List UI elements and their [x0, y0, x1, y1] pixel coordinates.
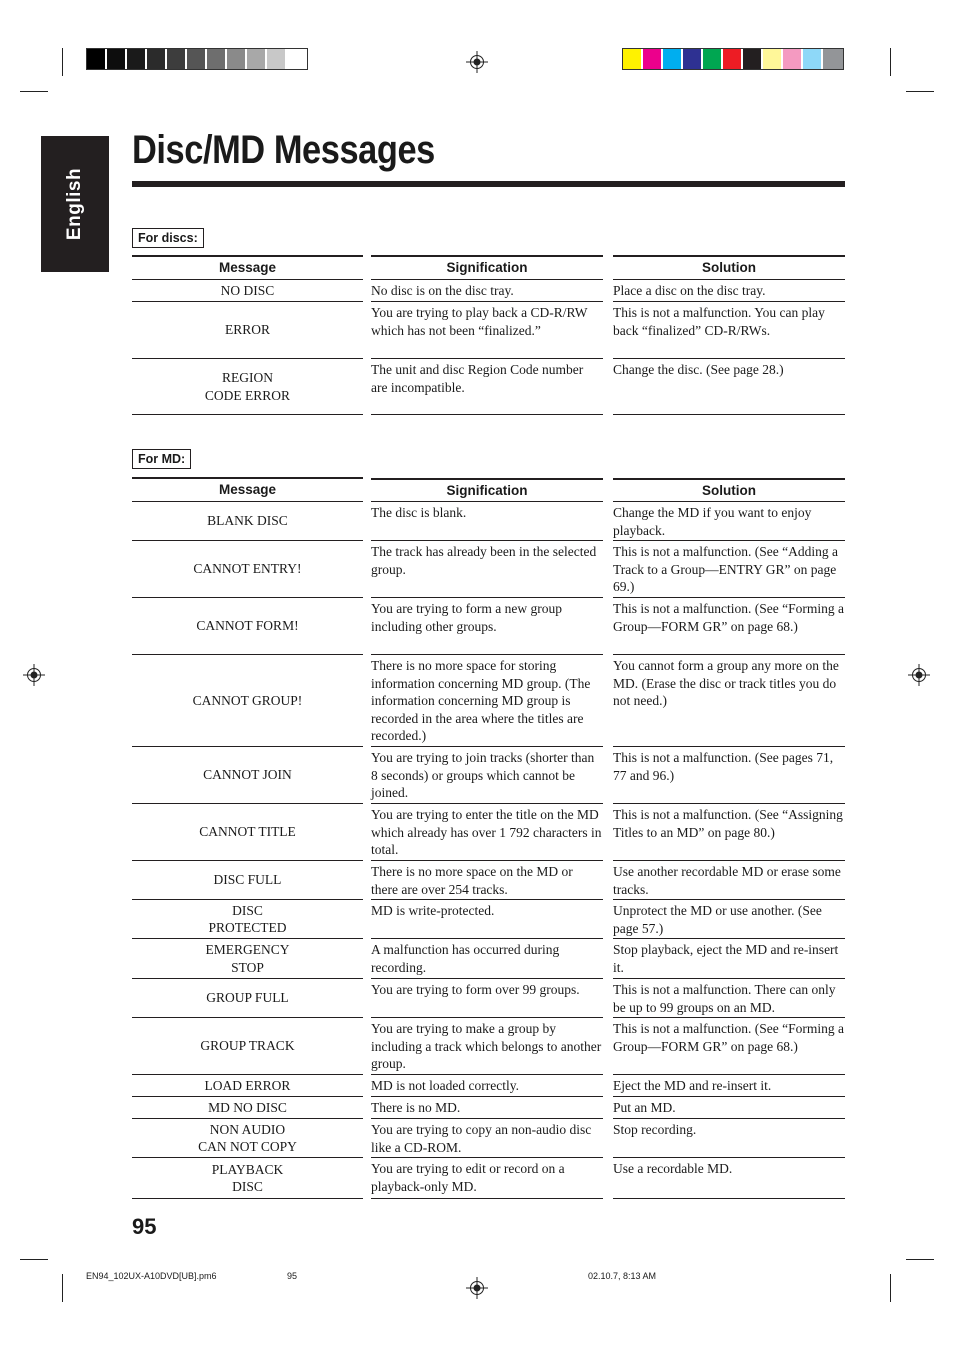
footer-page: 95 — [287, 1271, 298, 1281]
color-swatch — [743, 49, 763, 69]
table-cell: NON AUDIO CAN NOT COPY — [132, 1119, 363, 1158]
table-cell: There is no more space for storing information concerning MD group. (The information concerning MD group is recorded in the area where the titles are recorded.) — [371, 655, 603, 747]
table-cell: PLAYBACK DISC — [132, 1158, 363, 1199]
registration-mark-icon — [466, 51, 488, 73]
table-cell: You are trying to copy an non-audio disc like a CD-ROM. — [371, 1119, 603, 1158]
color-swatch — [763, 49, 783, 69]
section-label-md: For MD: — [132, 449, 191, 469]
color-swatch — [267, 49, 287, 69]
color-swatch — [823, 49, 843, 69]
table-cell: A malfunction has occurred during recording. — [371, 939, 603, 979]
color-swatch — [87, 49, 107, 69]
language-label: English — [64, 167, 85, 241]
color-swatch — [643, 49, 663, 69]
table-cell: Put an MD. — [613, 1097, 845, 1119]
table-cell: CANNOT GROUP! — [132, 655, 363, 747]
section-label-discs: For discs: — [132, 228, 204, 248]
footer-date: 02.10.7, 8:13 AM — [588, 1271, 657, 1281]
table-cell: DISC PROTECTED — [132, 900, 363, 939]
registration-mark-icon — [466, 1277, 488, 1299]
table-cell: Eject the MD and re-insert it. — [613, 1075, 845, 1097]
column-header: Solution — [613, 478, 845, 502]
column-header: Solution — [613, 255, 845, 280]
table-cell: The track has already been in the selected group. — [371, 541, 603, 598]
grayscale-calibration-bar — [86, 48, 308, 70]
table-cell: REGION CODE ERROR — [132, 359, 363, 415]
table-cell: Stop playback, eject the MD and re-insert it. — [613, 939, 845, 979]
color-swatch — [127, 49, 147, 69]
table-cell: No disc is on the disc tray. — [371, 280, 603, 302]
table-cell: This is not a malfunction. (See “Forming a Group—FORM GR” on page 68.) — [613, 598, 845, 655]
table-cell: ERROR — [132, 302, 363, 359]
column-header: Message — [132, 255, 363, 280]
table-cell: GROUP TRACK — [132, 1018, 363, 1075]
crop-mark — [890, 1274, 891, 1302]
table-cell: Change the disc. (See page 28.) — [613, 359, 845, 415]
table-cell: Place a disc on the disc tray. — [613, 280, 845, 302]
crop-mark — [20, 91, 48, 92]
table-cell: This is not a malfunction. There can only be up to 99 groups on an MD. — [613, 979, 845, 1018]
color-swatch — [167, 49, 187, 69]
crop-mark — [890, 48, 891, 76]
table-cell: You are trying to make a group by including a track which belongs to another group. — [371, 1018, 603, 1075]
color-swatch — [663, 49, 683, 69]
footer-file-name: EN94_102UX-A10DVD[UB].pm6 — [86, 1271, 217, 1281]
table-cell: NO DISC — [132, 280, 363, 302]
table-cell: There is no more space on the MD or there are over 254 tracks. — [371, 861, 603, 900]
color-swatch — [187, 49, 207, 69]
table-cell: You cannot form a group any more on the MD. (Erase the disc or track titles you do not need.) — [613, 655, 845, 747]
table-cell: MD is not loaded correctly. — [371, 1075, 603, 1097]
table-cell: EMERGENCY STOP — [132, 939, 363, 979]
color-swatch — [207, 49, 227, 69]
table-cell: Unprotect the MD or use another. (See page 57.) — [613, 900, 845, 939]
table-cell: LOAD ERROR — [132, 1075, 363, 1097]
crop-mark — [62, 48, 63, 76]
table-cell: There is no MD. — [371, 1097, 603, 1119]
table-cell: You are trying to join tracks (shorter than 8 seconds) or groups which cannot be joined. — [371, 747, 603, 804]
color-calibration-bar — [622, 48, 844, 70]
page-number: 95 — [132, 1214, 157, 1239]
table-cell: MD is write-protected. — [371, 900, 603, 939]
registration-mark-icon — [23, 664, 45, 686]
table-cell: You are trying to form a new group including other groups. — [371, 598, 603, 655]
column-header: Message — [132, 477, 363, 502]
table-cell: CANNOT TITLE — [132, 804, 363, 861]
color-swatch — [227, 49, 247, 69]
table-cell: Use another recordable MD or erase some tracks. — [613, 861, 845, 900]
color-swatch — [703, 49, 723, 69]
column-header: Signification — [371, 478, 603, 502]
color-swatch — [247, 49, 267, 69]
table-cell: MD NO DISC — [132, 1097, 363, 1119]
table-cell: DISC FULL — [132, 861, 363, 900]
color-swatch — [107, 49, 127, 69]
color-swatch — [683, 49, 703, 69]
table-cell: Change the MD if you want to enjoy playback. — [613, 502, 845, 541]
table-cell: This is not a malfunction. (See pages 71, 77 and 96.) — [613, 747, 845, 804]
crop-mark — [906, 1259, 934, 1260]
table-cell: You are trying to form over 99 groups. — [371, 979, 603, 1018]
crop-mark — [62, 1274, 63, 1302]
color-swatch — [147, 49, 167, 69]
table-cell: This is not a malfunction. You can play back “finalized” CD-R/RWs. — [613, 302, 845, 359]
table-cell: Use a recordable MD. — [613, 1158, 845, 1199]
language-side-tab — [41, 136, 109, 272]
table-cell: The disc is blank. — [371, 502, 603, 541]
table-cell: BLANK DISC — [132, 502, 363, 541]
title-rule — [132, 181, 845, 187]
color-swatch — [287, 49, 307, 69]
table-cell: The unit and disc Region Code number are incompatible. — [371, 359, 603, 415]
crop-mark — [906, 91, 934, 92]
color-swatch — [723, 49, 743, 69]
column-header: Signification — [371, 255, 603, 280]
table-cell: GROUP FULL — [132, 979, 363, 1018]
table-cell: You are trying to enter the title on the MD which already has over 1 792 characters in total. — [371, 804, 603, 861]
table-cell: CANNOT ENTRY! — [132, 541, 363, 598]
table-cell: Stop recording. — [613, 1119, 845, 1158]
table-cell: You are trying to edit or record on a playback-only MD. — [371, 1158, 603, 1199]
page-title: Disc/MD Messages — [132, 128, 435, 172]
color-swatch — [783, 49, 803, 69]
table-cell: CANNOT JOIN — [132, 747, 363, 804]
crop-mark — [20, 1259, 48, 1260]
registration-mark-icon — [908, 664, 930, 686]
table-cell: This is not a malfunction. (See “Forming a Group—FORM GR” on page 68.) — [613, 1018, 845, 1075]
table-cell: This is not a malfunction. (See “Adding a Track to a Group—ENTRY GR” on page 69.) — [613, 541, 845, 598]
table-cell: You are trying to play back a CD-R/RW which has not been “finalized.” — [371, 302, 603, 359]
color-swatch — [803, 49, 823, 69]
table-cell: This is not a malfunction. (See “Assigning Titles to an MD” on page 80.) — [613, 804, 845, 861]
color-swatch — [623, 49, 643, 69]
table-cell: CANNOT FORM! — [132, 598, 363, 655]
